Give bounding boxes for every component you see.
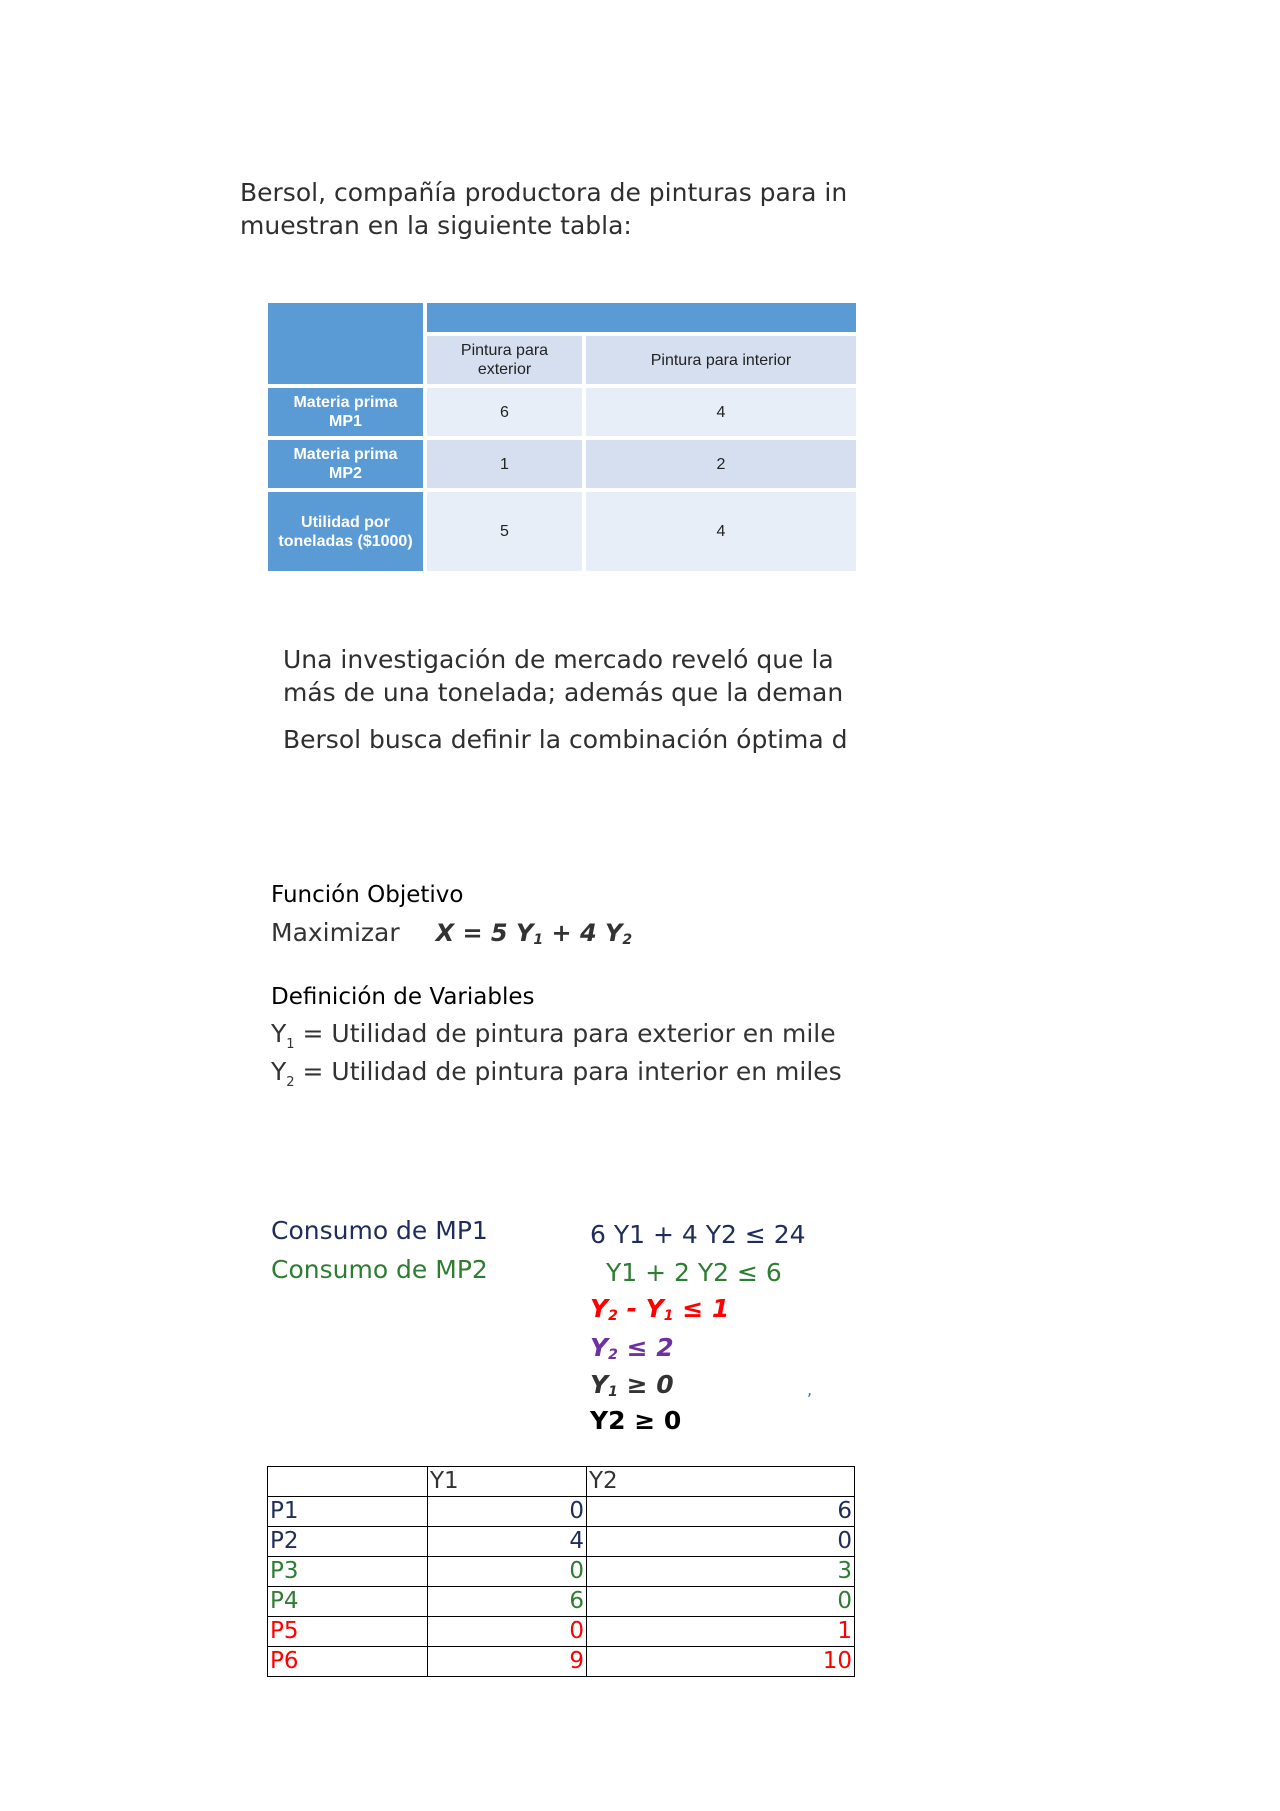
maximize-label: Maximizar	[271, 918, 400, 947]
variable-y1-definition: $Y_1$ = Utilidad de pintura para exterior en mile	[271, 1019, 836, 1052]
table-row	[268, 1497, 855, 1527]
table-top-header-band	[427, 303, 856, 332]
point-y2: 6	[587, 1497, 855, 1527]
point-y2: 1	[587, 1617, 855, 1647]
point-label: P6	[268, 1647, 428, 1677]
point-y2: 3	[587, 1557, 855, 1587]
mp1-consumption-label: Consumo de MP1	[271, 1216, 488, 1245]
intro-paragraph	[240, 176, 856, 242]
point-label: P2	[268, 1527, 428, 1557]
points-table-header-row	[268, 1467, 855, 1497]
objective-heading: Función Objetivo	[271, 882, 464, 908]
cell-mp1-interior: 4	[586, 388, 856, 436]
goal-paragraph	[283, 723, 856, 756]
goal-line: Bersol busca definir la combinación óptima d	[283, 725, 848, 754]
point-y1: 4	[428, 1527, 587, 1557]
point-label: P1	[268, 1497, 428, 1527]
col-header-interior: Pintura para interior	[586, 336, 856, 384]
points-table	[267, 1466, 855, 1677]
point-y1: 0	[428, 1497, 587, 1527]
y2-nonnegativity: Y2 ≥ 0	[590, 1406, 682, 1435]
stray-comma-mark: ,	[807, 1380, 813, 1399]
intro-line: Bersol, compañía productora de pinturas para in	[240, 178, 848, 207]
variable-y2-definition: $Y_2$ = Utilidad de pintura para interior en miles	[271, 1057, 842, 1090]
intro-line: muestran en la siguiente tabla:	[240, 211, 632, 240]
point-y1: 9	[428, 1647, 587, 1677]
variables-heading: Definición de Variables	[271, 984, 535, 1010]
point-y1: 0	[428, 1557, 587, 1587]
header-cell-y1: Y1	[428, 1467, 587, 1497]
table-row	[268, 1617, 855, 1647]
header-cell-y2: Y2	[587, 1467, 855, 1497]
point-y1: 0	[428, 1617, 587, 1647]
table-corner-header	[268, 303, 423, 384]
cell-mp1-exterior: 6	[427, 388, 582, 436]
point-y1: 6	[428, 1587, 587, 1617]
point-y2: 0	[587, 1527, 855, 1557]
demand-constraint: $Y_2 - Y_1 \le 1$	[590, 1294, 730, 1324]
mp2-consumption-label: Consumo de MP2	[271, 1255, 488, 1284]
row-label-mp2: Materia prima MP2	[268, 440, 423, 488]
point-y2: 10	[587, 1647, 855, 1677]
cell-utility-exterior: 5	[427, 492, 582, 571]
point-label: P5	[268, 1617, 428, 1647]
cell-utility-interior: 4	[586, 492, 856, 571]
row-label-utility: Utilidad por toneladas ($1000)	[268, 492, 423, 571]
header-cell-empty	[268, 1467, 428, 1497]
row-label-mp1: Materia prima MP1	[268, 388, 423, 436]
cell-mp2-interior: 2	[586, 440, 856, 488]
objective-equation: X = 5 $Y_1 + 4$ $Y_2$	[435, 919, 633, 948]
materials-table	[268, 303, 856, 571]
objective-line	[271, 918, 632, 948]
market-paragraph	[283, 643, 856, 709]
y2-limit-constraint: $Y_2 \le 2$	[590, 1333, 674, 1363]
market-line: Una investigación de mercado reveló que la	[283, 645, 834, 674]
point-label: P4	[268, 1587, 428, 1617]
y1-nonnegativity: $Y_1 \ge 0$	[590, 1370, 674, 1400]
point-label: P3	[268, 1557, 428, 1587]
table-row	[268, 1587, 855, 1617]
cell-mp2-exterior: 1	[427, 440, 582, 488]
table-row	[268, 1647, 855, 1677]
table-row	[268, 1527, 855, 1557]
mp2-constraint: Y1 + 2 Y2 ≤ 6	[606, 1258, 782, 1287]
col-header-exterior: Pintura para exterior	[427, 336, 582, 384]
market-line: más de una tonelada; además que la deman	[283, 678, 844, 707]
point-y2: 0	[587, 1587, 855, 1617]
mp1-constraint: 6 Y1 + 4 Y2 ≤ 24	[590, 1220, 806, 1249]
table-row	[268, 1557, 855, 1587]
